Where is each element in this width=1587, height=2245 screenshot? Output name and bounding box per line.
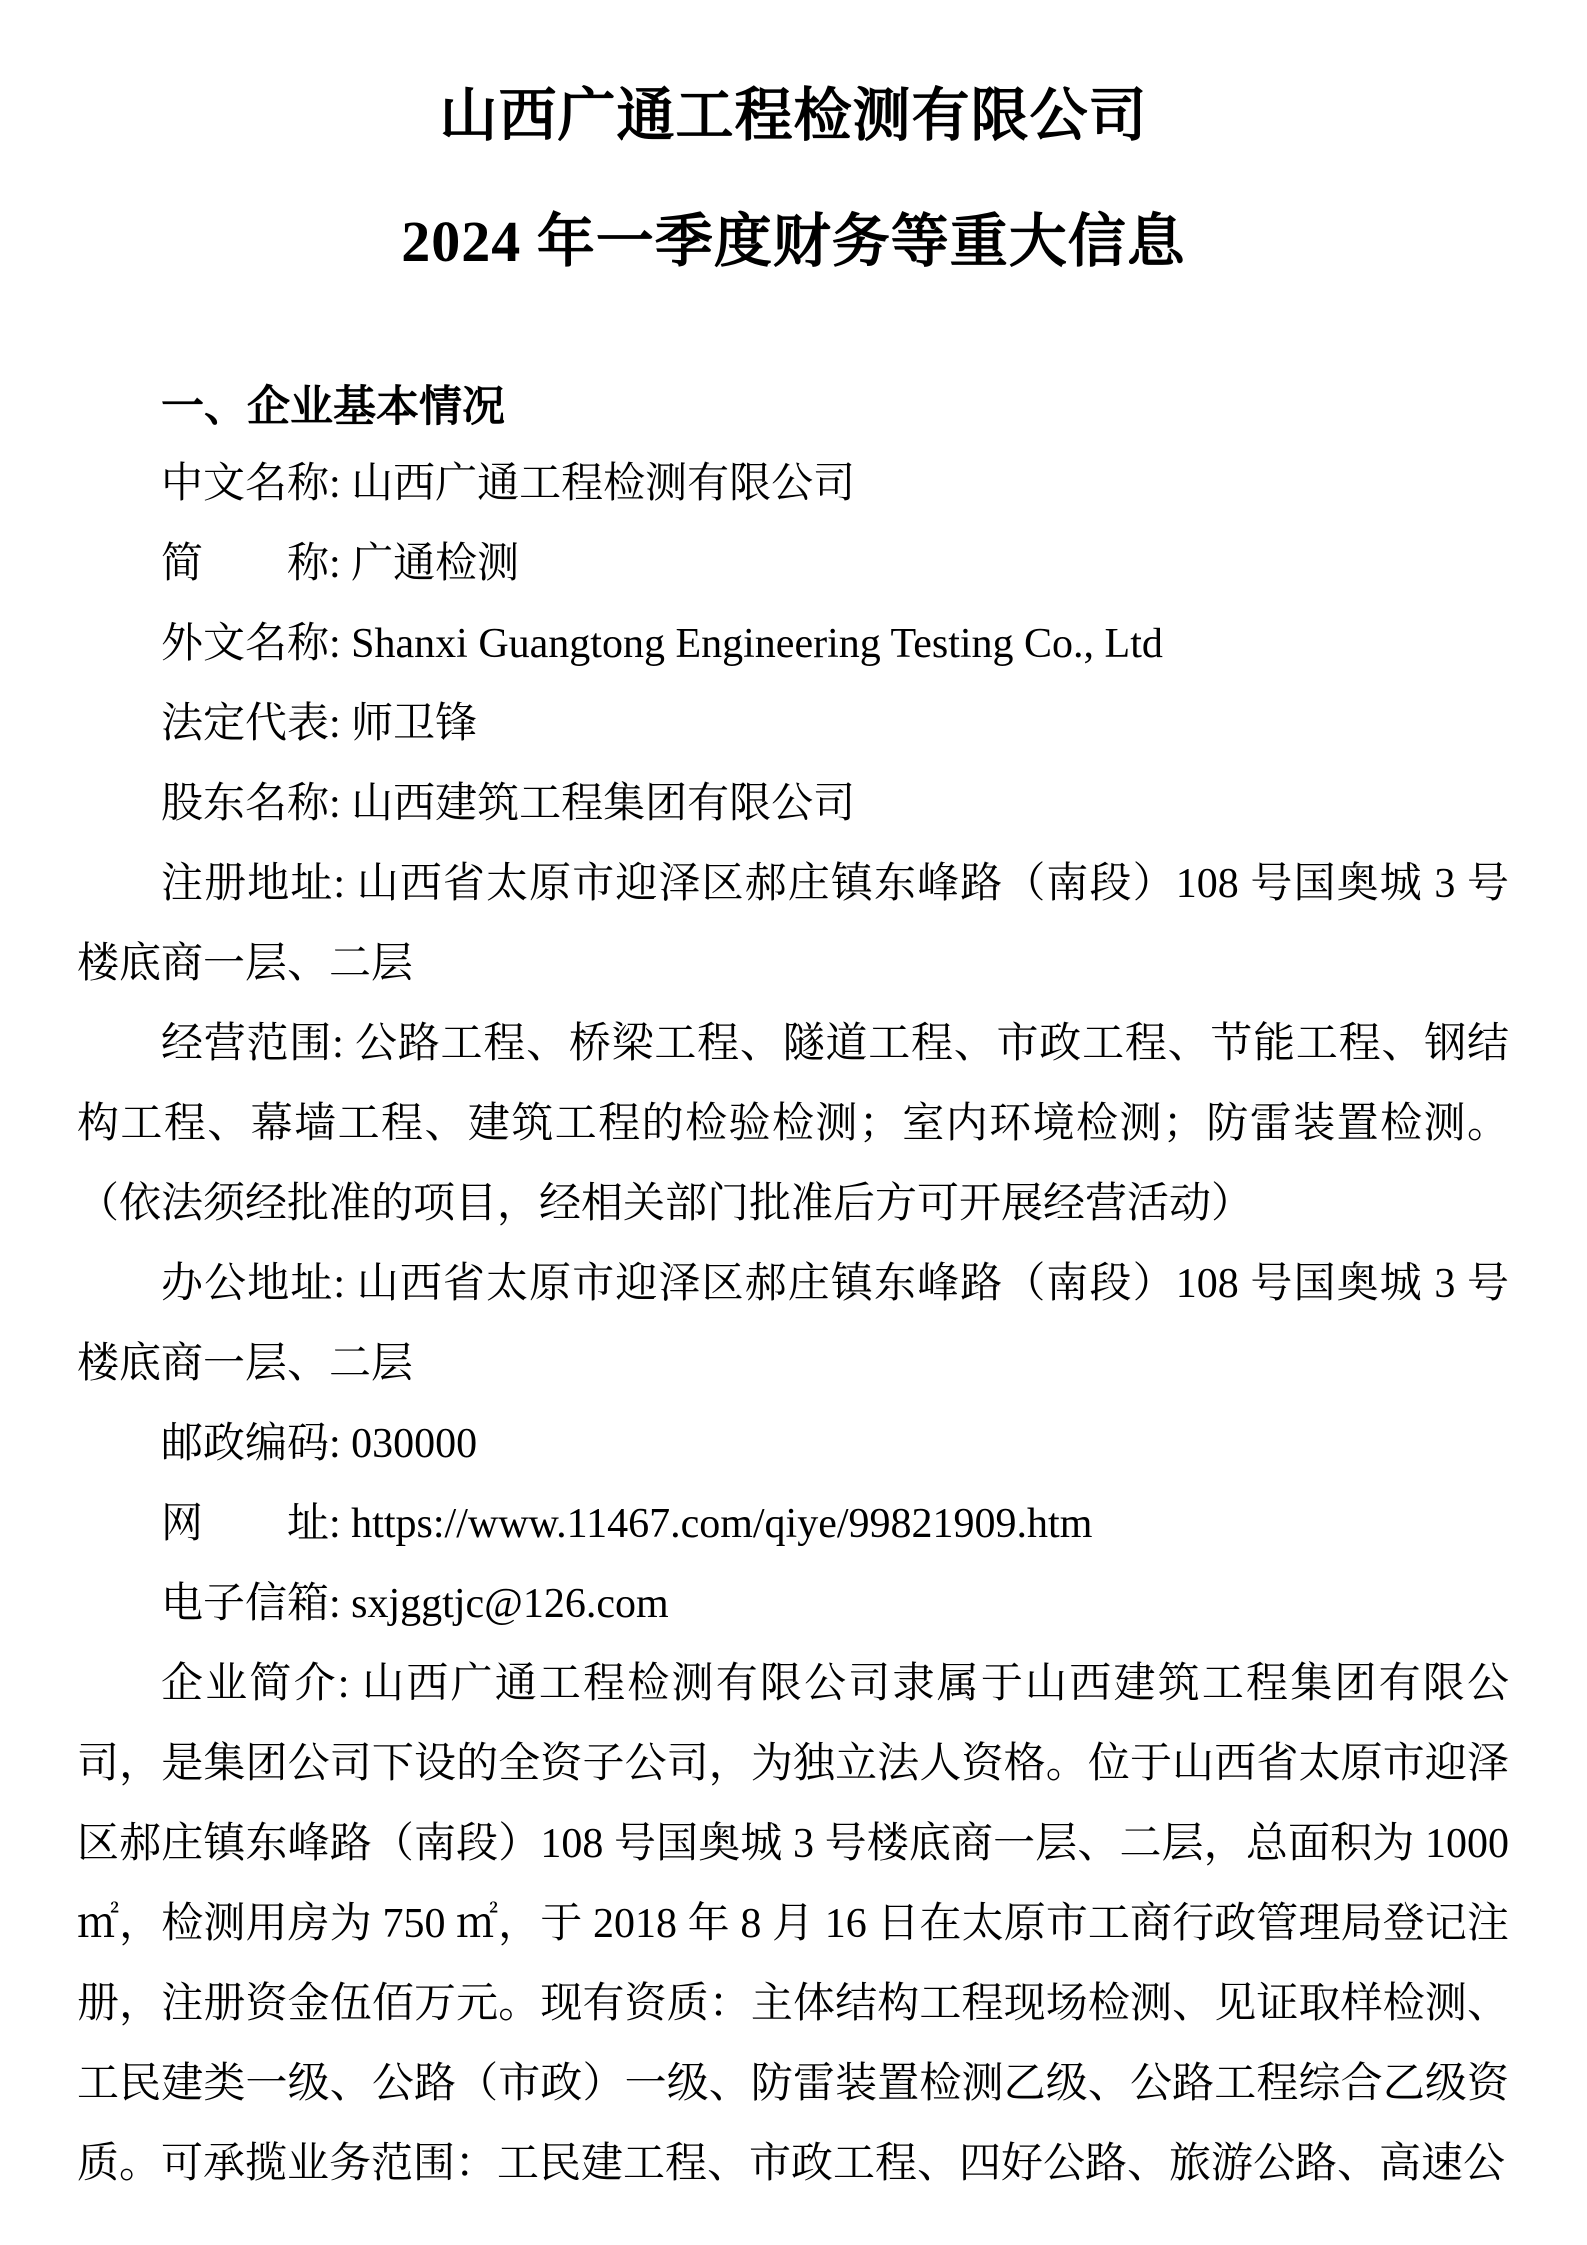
field-english-name: 外文名称: Shanxi Guangtong Engineering Testing Co., Ltd <box>161 621 1163 667</box>
field-postal-code: 邮政编码: 030000 <box>161 1421 478 1467</box>
field-short-name: 简 称: 广通检测 <box>161 541 520 587</box>
field-company-profile: 企业简介: 山西广通工程检测有限公司隶属于山西建筑工程集团有限公司，是集团公司下设的全资子公司，为独立法人资格。位于山西省太原市迎泽区郝庄镇东峰路（南段）108 号国奥城 3 号楼底商一层、二层，总面积为 1000 ㎡，检测用房为 750 ㎡，于 2018 年 8 月 16 日在太原市工商行政管理局登记注册，注册资金伍佰万元。现有资质：主体结构工程现场检测、见证取样检测、工民建类一级、公路（市政）一级、防雷装置检测乙级、公路工程综合乙级资质。可承揽业务范围：工民建工程、市政工程、四好公路、旅游公路、高速公 <box>77 1661 1509 2187</box>
doc-title: 山西广通工程检测有限公司 <box>439 83 1148 148</box>
field-business-scope: 经营范围: 公路工程、桥梁工程、隧道工程、市政工程、节能工程、钢结构工程、幕墙工程、建筑工程的检验检测；室内环境检测；防雷装置检测。（依法须经批准的项目，经相关部门批准后方可开展经营活动） <box>77 1021 1509 1227</box>
field-email: 电子信箱: sxjggtjc@126.com <box>161 1581 669 1627</box>
body-paragraphs <box>77 444 1509 2204</box>
field-website: 网 址: https://www.11467.com/qiye/99821909.htm <box>161 1501 1093 1547</box>
field-office-address: 办公地址: 山西省太原市迎泽区郝庄镇东峰路（南段）108 号国奥城 3 号楼底商一层、二层 <box>77 1261 1509 1387</box>
field-shareholder-name: 股东名称: 山西建筑工程集团有限公司 <box>161 781 856 827</box>
field-registered-address: 注册地址: 山西省太原市迎泽区郝庄镇东峰路（南段）108 号国奥城 3 号楼底商一层、二层 <box>77 861 1509 987</box>
field-legal-representative: 法定代表: 师卫锋 <box>161 701 478 747</box>
doc-subtitle: 2024 年一季度财务等重大信息 <box>401 209 1186 274</box>
section-heading-basic-info: 一、企业基本情况 <box>161 383 505 431</box>
field-chinese-name: 中文名称: 山西广通工程检测有限公司 <box>161 461 856 507</box>
document-body <box>77 382 1509 2204</box>
